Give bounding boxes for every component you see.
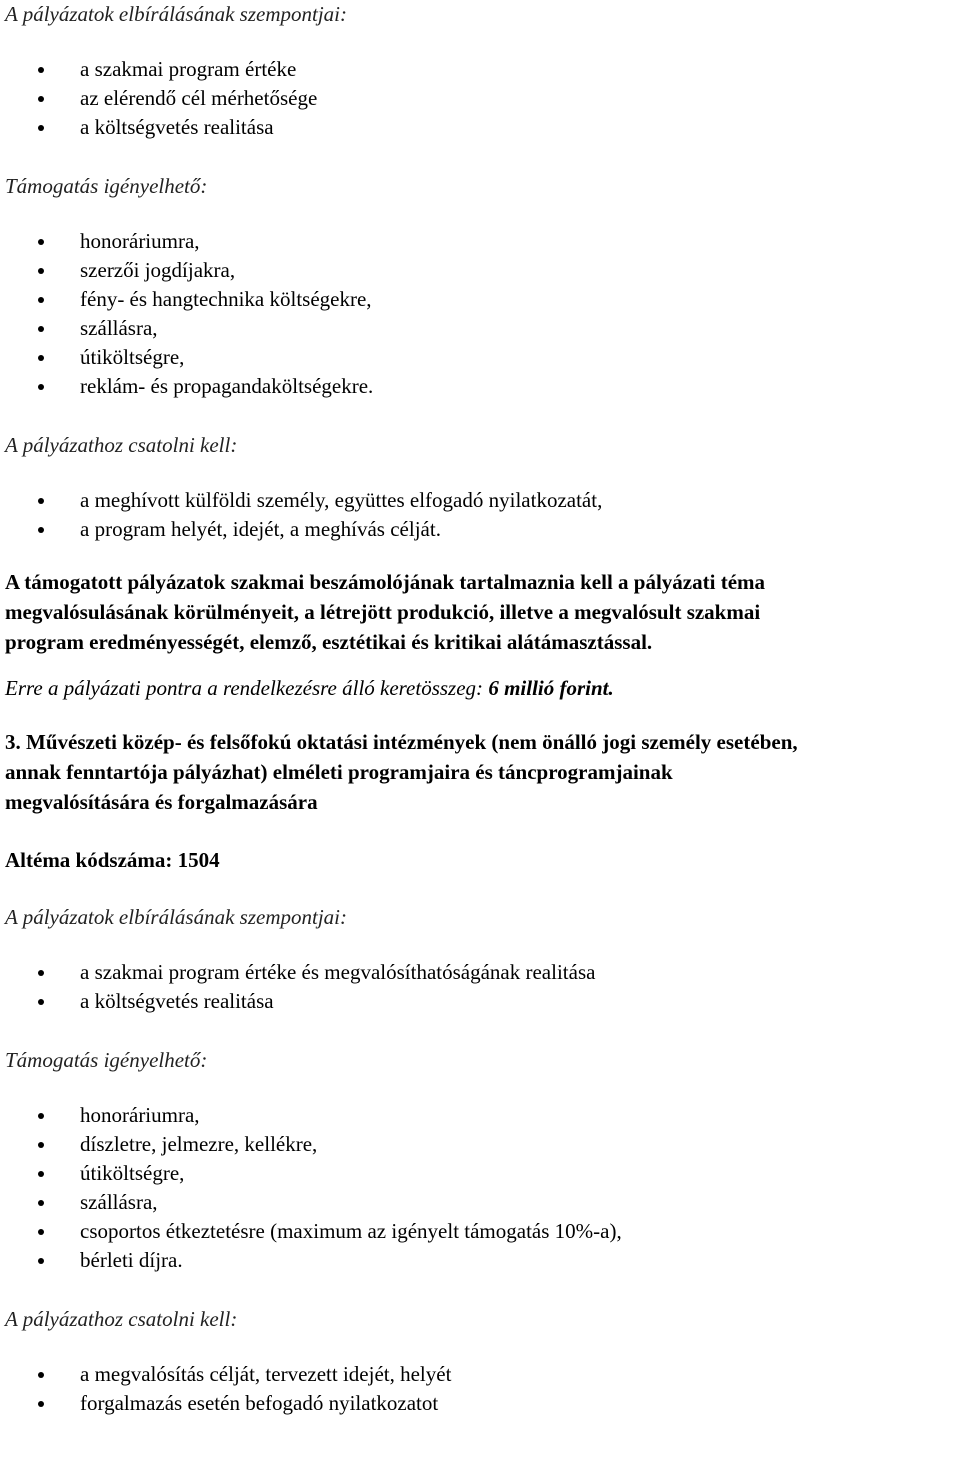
list-item: honoráriumra, bbox=[5, 1101, 955, 1130]
subtopic-code: Altéma kódszáma: 1504 bbox=[5, 848, 220, 872]
section-title-line: annak fenntartója pályázhat) elméleti programjaira és táncprogramjainak bbox=[5, 760, 673, 784]
attach-heading: A pályázathoz csatolni kell: bbox=[5, 1307, 238, 1331]
section-title-line: megvalósítására és forgalmazására bbox=[5, 790, 318, 814]
section-title-line: 3. Művészeti közép- és felsőfokú oktatási intézmények (nem önálló jogi személy esetében, bbox=[5, 730, 798, 754]
budget-amount: 6 millió forint. bbox=[488, 676, 614, 700]
list-item: honoráriumra, bbox=[5, 227, 955, 256]
budget-line bbox=[5, 674, 955, 703]
criteria-heading: A pályázatok elbírálásának szempontjai: bbox=[5, 2, 347, 26]
list-item: a megvalósítás célját, tervezett idejét, helyét bbox=[5, 1360, 955, 1389]
list-item: forgalmazás esetén befogadó nyilatkozatot bbox=[5, 1389, 955, 1418]
list-item: a költségvetés realitása bbox=[5, 113, 955, 142]
support-list bbox=[5, 227, 955, 401]
report-paragraph bbox=[5, 567, 955, 657]
criteria-list bbox=[5, 55, 955, 142]
section-title bbox=[5, 727, 955, 817]
attach-heading: A pályázathoz csatolni kell: bbox=[5, 433, 238, 457]
list-item: útiköltségre, bbox=[5, 1159, 955, 1188]
criteria-heading: A pályázatok elbírálásának szempontjai: bbox=[5, 905, 347, 929]
list-item: a szakmai program értéke bbox=[5, 55, 955, 84]
support-heading: Támogatás igényelhető: bbox=[5, 1048, 208, 1072]
list-item: csoportos étkeztetésre (maximum az igényelt támogatás 10%-a), bbox=[5, 1217, 955, 1246]
list-item: a szakmai program értéke és megvalósíthatóságának realitása bbox=[5, 958, 955, 987]
list-item: a meghívott külföldi személy, együttes elfogadó nyilatkozatát, bbox=[5, 486, 955, 515]
list-item: fény- és hangtechnika költségekre, bbox=[5, 285, 955, 314]
list-item: szállásra, bbox=[5, 314, 955, 343]
list-item: útiköltségre, bbox=[5, 343, 955, 372]
list-item: szerzői jogdíjakra, bbox=[5, 256, 955, 285]
report-line: megvalósulásának körülményeit, a létrejött produkció, illetve a megvalósult szakmai bbox=[5, 600, 761, 624]
list-item: az elérendő cél mérhetősége bbox=[5, 84, 955, 113]
list-item: díszletre, jelmezre, kellékre, bbox=[5, 1130, 955, 1159]
document-page bbox=[5, 0, 955, 1418]
support-heading: Támogatás igényelhető: bbox=[5, 174, 208, 198]
support-list bbox=[5, 1101, 955, 1275]
attach-list bbox=[5, 1360, 955, 1418]
list-item: bérleti díjra. bbox=[5, 1246, 955, 1275]
budget-prefix: Erre a pályázati pontra a rendelkezésre álló keretösszeg: bbox=[5, 676, 489, 700]
list-item: szállásra, bbox=[5, 1188, 955, 1217]
list-item: a költségvetés realitása bbox=[5, 987, 955, 1016]
list-item: reklám- és propagandaköltségekre. bbox=[5, 372, 955, 401]
criteria-list bbox=[5, 958, 955, 1016]
list-item: a program helyét, idejét, a meghívás célját. bbox=[5, 515, 955, 544]
report-line: program eredményességét, elemző, esztétikai és kritikai alátámasztással. bbox=[5, 630, 653, 654]
report-line: A támogatott pályázatok szakmai beszámolójának tartalmaznia kell a pályázati téma bbox=[5, 570, 766, 594]
attach-list bbox=[5, 486, 955, 544]
